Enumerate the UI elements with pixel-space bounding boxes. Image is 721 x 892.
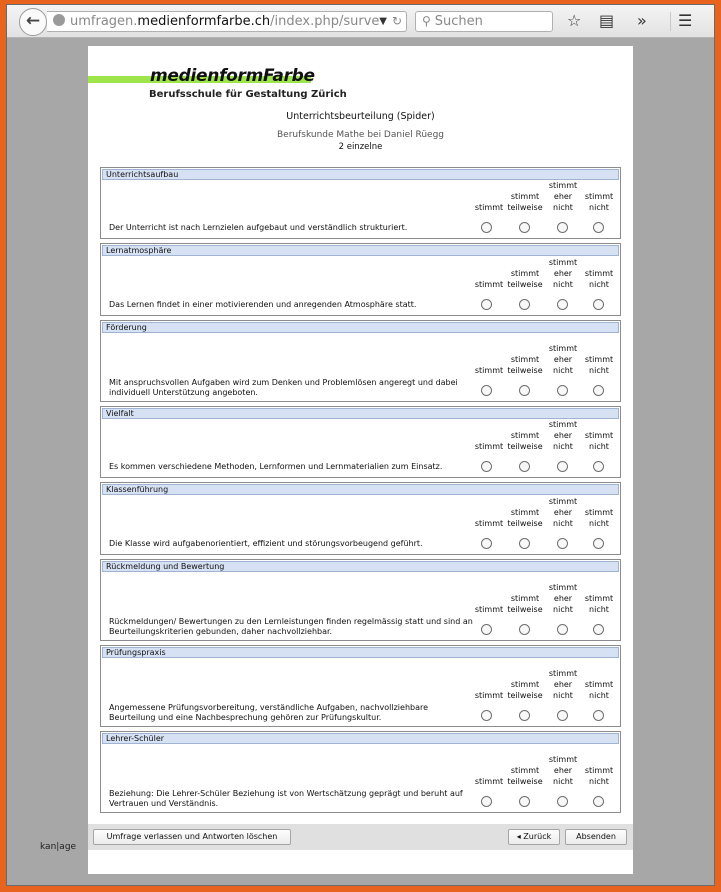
column-header-line: stimmt [474,203,504,212]
column-header [543,180,583,213]
column-header-line: stimmt [548,258,578,267]
column-header-line: stimmt [584,594,614,603]
answer-radio[interactable] [481,385,492,396]
answer-radio[interactable] [557,710,568,721]
browser-toolbar [7,5,714,38]
column-header-line: stimmt [510,269,540,278]
column-header [469,604,509,615]
column-header [543,419,583,452]
column-header-line: stimmt [584,269,614,278]
answer-radio[interactable] [557,299,568,310]
question-text: Der Unterricht ist nach Lernzielen aufgebaut und verständlich strukturiert. [109,223,408,232]
column-header-line: stimmt [584,431,614,440]
answer-radio[interactable] [519,624,530,635]
column-header-line: nicht [589,442,609,451]
answer-radio[interactable] [519,299,530,310]
column-header-line: teilweise [507,203,543,212]
answer-radio[interactable] [481,461,492,472]
column-header-line: nicht [589,777,609,786]
column-header-line: stimmt [474,280,504,289]
section-title: Rückmeldung und Bewertung [102,561,619,572]
question-text: Angemessene Prüfungsvorbereitung, verständliche Aufgaben, nachvollziehbare Beurteilung und eine Nachbesprechung gehören zur Prüfungskultur. [109,703,429,722]
column-header [469,690,509,701]
column-header [469,441,509,452]
question-section [100,559,621,641]
survey-subtitle: Berufskunde Mathe bei Daniel Rüegg [276,130,444,140]
column-header-line: eher [553,269,573,278]
column-header-line: nicht [553,519,573,528]
logo-subtitle: Berufsschule für Gestaltung Zürich [149,89,347,100]
question-text: Beziehung: Die Lehrer-Schüler Beziehung ist von Wertschätzung geprägt und beruht auf Vertrauen und Verständnis. [109,789,463,808]
answer-radio[interactable] [481,796,492,807]
answer-radio[interactable] [519,710,530,721]
overflow-chevron-icon[interactable]: » [637,11,647,30]
reading-list-icon[interactable]: ▤ [599,11,615,30]
answer-radio[interactable] [557,538,568,549]
answer-radio[interactable] [519,796,530,807]
answer-radio[interactable] [519,222,530,233]
question-text: Es kommen verschiedene Methoden, Lernformen und Lernmaterialien zum Einsatz. [109,462,443,471]
column-header [543,582,583,615]
column-header [543,257,583,290]
survey-subtitle-2: 2 einzelne [338,142,383,152]
question-section [100,645,621,727]
column-header [579,354,619,376]
answer-radio[interactable] [593,538,604,549]
column-header-line: stimmt [510,355,540,364]
answer-radio[interactable] [481,624,492,635]
answer-radio[interactable] [557,385,568,396]
answer-radio[interactable] [481,710,492,721]
column-header-line: nicht [589,605,609,614]
search-input[interactable] [415,11,553,32]
column-header [505,191,545,213]
column-header-line: stimmt [510,431,540,440]
column-header-line: stimmt [584,766,614,775]
column-header-line: nicht [589,203,609,212]
column-header-line: teilweise [507,442,543,451]
back-button[interactable]: ◂ Zurück [508,829,560,845]
column-header-line: stimmt [584,355,614,364]
column-header-line: stimmt [510,594,540,603]
column-header [543,496,583,529]
answer-radio[interactable] [593,624,604,635]
section-title: Förderung [102,322,619,333]
answer-radio[interactable] [557,461,568,472]
column-header-line: stimmt [584,680,614,689]
column-header-line: nicht [553,366,573,375]
answer-radio[interactable] [481,222,492,233]
survey-title: Unterrichtsbeurteilung (Spider) [286,111,435,122]
column-header-line: eher [553,680,573,689]
column-header [469,279,509,290]
column-header [579,679,619,701]
column-header-line: teilweise [507,605,543,614]
globe-icon [53,14,65,26]
column-header-line: eher [553,594,573,603]
column-header-line: nicht [589,366,609,375]
column-header-line: nicht [553,605,573,614]
search-icon: ⚲ [422,14,431,28]
section-title: Klassenführung [102,484,619,495]
question-section [100,167,621,239]
answer-radio[interactable] [519,461,530,472]
answer-radio[interactable] [557,624,568,635]
section-title: Prüfungspraxis [102,647,619,658]
question-section [100,320,621,402]
column-header-line: stimmt [548,669,578,678]
column-header-line: nicht [589,280,609,289]
dropdown-arrow-icon[interactable]: ▼ [379,16,387,27]
column-header-line: nicht [553,777,573,786]
column-header-line: stimmt [584,192,614,201]
column-header-line: stimmt [548,497,578,506]
section-title: Lernatmosphäre [102,245,619,256]
column-header-line: stimmt [474,519,504,528]
column-header-line: nicht [553,442,573,451]
column-header-line: eher [553,192,573,201]
column-header [579,593,619,615]
section-title: Unterrichtsaufbau [102,169,619,180]
column-header-line: stimmt [548,583,578,592]
column-header-line: stimmt [510,508,540,517]
question-text: Rückmeldungen/ Bewertungen zu den Lernleistungen finden regelmässig statt und sind an Beurteilungskriterien gebunden, daher nachvollziehbar. [109,617,473,636]
answer-radio[interactable] [593,385,604,396]
column-header-line: stimmt [474,777,504,786]
url-path: /index.php/surve [270,14,380,29]
column-header [505,354,545,376]
column-header-line: nicht [553,691,573,700]
survey-footer [88,824,633,850]
column-header-line: teilweise [507,366,543,375]
answer-radio[interactable] [557,796,568,807]
answer-radio[interactable] [557,222,568,233]
column-header [505,507,545,529]
column-header-line: teilweise [507,777,543,786]
browser-window [6,4,715,886]
column-header-line: eher [553,355,573,364]
column-header-line: eher [553,431,573,440]
column-header [579,765,619,787]
answer-radio[interactable] [481,299,492,310]
menu-hamburger-icon[interactable]: ☰ [678,11,693,30]
answer-radio[interactable] [593,461,604,472]
side-label: kan|age [40,842,77,852]
column-header-line: teilweise [507,691,543,700]
column-header-line: stimmt [474,366,504,375]
answer-radio[interactable] [593,710,604,721]
question-section [100,731,621,813]
column-header-line: teilweise [507,280,543,289]
section-title: Lehrer-Schüler [102,733,619,744]
answer-radio[interactable] [519,538,530,549]
leave-survey-button[interactable]: Umfrage verlassen und Antworten löschen [93,829,291,845]
logo: medienformFarbe [150,66,315,86]
column-header [469,518,509,529]
column-header-line: eher [553,766,573,775]
column-header-line: stimmt [548,420,578,429]
column-header-line: stimmt [510,680,540,689]
column-header [579,191,619,213]
answer-radio[interactable] [593,222,604,233]
column-header [505,679,545,701]
column-header [579,507,619,529]
column-header-line: stimmt [548,755,578,764]
column-header-line: teilweise [507,519,543,528]
search-placeholder: Suchen [434,14,483,29]
column-header [543,668,583,701]
question-text: Die Klasse wird aufgabenorientiert, effizient und störungsvorbeugend geführt. [109,539,423,548]
column-header-line: stimmt [474,442,504,451]
column-header [505,593,545,615]
column-header-line: nicht [553,280,573,289]
column-header-line: stimmt [474,605,504,614]
column-header-line: stimmt [510,192,540,201]
question-section [100,406,621,478]
column-header [579,268,619,290]
column-header-line: stimmt [584,508,614,517]
bookmark-star-icon[interactable]: ☆ [567,11,582,30]
answer-radio[interactable] [593,796,604,807]
answer-radio[interactable] [519,385,530,396]
column-header-line: nicht [589,691,609,700]
submit-button[interactable]: Absenden [565,829,627,845]
column-header-line: stimmt [474,691,504,700]
column-header-line: stimmt [548,344,578,353]
column-header [469,365,509,376]
survey-page [88,46,633,874]
column-header [543,754,583,787]
answer-radio[interactable] [481,538,492,549]
url-host: medienformfarbe.ch [137,14,271,29]
column-header [469,202,509,213]
column-header-line: nicht [553,203,573,212]
question-text: Mit anspruchsvollen Aufgaben wird zum Denken und Problemlösen angeregt und dabei individuell Unterstützung angeboten. [109,378,458,397]
url-bar[interactable] [47,11,407,32]
question-section [100,482,621,555]
column-header-line: stimmt [548,181,578,190]
question-section [100,243,621,316]
back-arrow-icon[interactable]: ← [19,8,47,36]
column-header-line: stimmt [510,766,540,775]
section-title: Vielfalt [102,408,619,419]
toolbar-separator [670,12,671,31]
question-text: Das Lernen findet in einer motivierenden und anregenden Atmosphäre statt. [109,300,417,309]
column-header [505,430,545,452]
column-header [579,430,619,452]
answer-radio[interactable] [593,299,604,310]
column-header-line: nicht [589,519,609,528]
url-prefix: umfragen. [70,14,138,29]
column-header [543,343,583,376]
reload-icon[interactable]: ↻ [391,14,402,28]
column-header [469,776,509,787]
column-header [505,765,545,787]
column-header-line: eher [553,508,573,517]
column-header [505,268,545,290]
